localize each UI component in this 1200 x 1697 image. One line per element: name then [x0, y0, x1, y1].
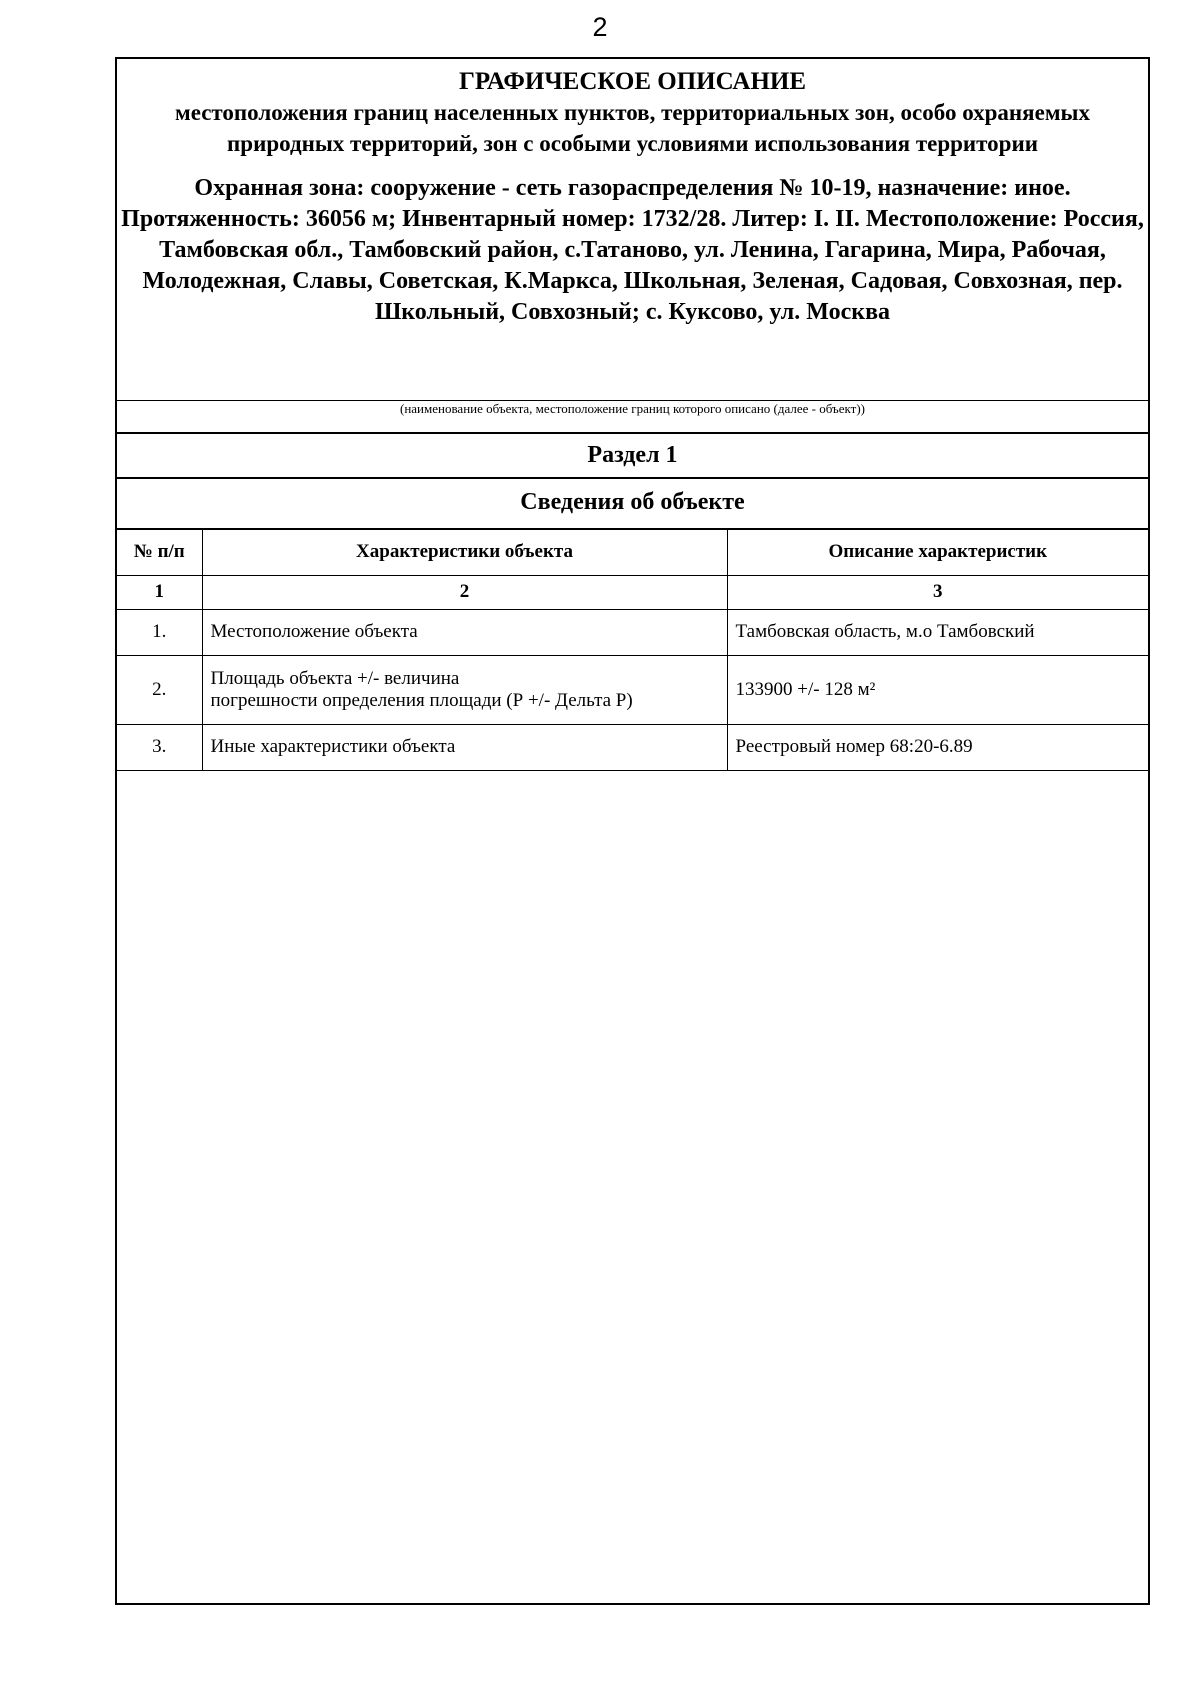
header-cell-number: № п/п — [117, 529, 202, 575]
column-number-cell: 3 — [727, 575, 1148, 609]
object-info-table — [117, 528, 1148, 771]
characteristic-cell — [202, 655, 727, 724]
page-number: 2 — [592, 12, 608, 42]
document-subtitle: местоположения границ населенных пунктов, территориальных зон, особо охраняемых природных территорий, зон с особыми условиями использования территории — [175, 100, 1090, 156]
column-number-cell: 2 — [202, 575, 727, 609]
document-header — [117, 59, 1148, 328]
characteristic-text-continued: погрешности определения площади (Р +/- Дельта Р) — [210, 689, 633, 711]
description-cell: 133900 +/- 128 м² — [727, 655, 1148, 724]
table-row — [117, 609, 1148, 655]
row-number-cell: 2. — [117, 655, 202, 724]
document-title: ГРАФИЧЕСКОЕ ОПИСАНИЕ — [458, 68, 807, 95]
column-number-cell: 1 — [117, 575, 202, 609]
row-number-cell: 3. — [117, 724, 202, 770]
description-cell: Тамбовская область, м.о Тамбовский — [727, 609, 1148, 655]
characteristic-text: Площадь объекта +/- величина — [210, 667, 460, 689]
header-cell-description: Описание характеристик — [727, 529, 1148, 575]
document-frame — [115, 57, 1150, 1605]
table-row — [117, 724, 1148, 770]
characteristic-text: Местоположение объекта — [210, 621, 418, 642]
table-column-numbers-row — [117, 575, 1148, 609]
header-cell-characteristic: Характеристики объекта — [202, 529, 727, 575]
characteristic-text: Иные характеристики объекта — [210, 736, 456, 757]
table-header-row — [117, 529, 1148, 575]
object-name: Охранная зона: сооружение - сеть газораспределения № 10-19, назначение: иное. Протяженность: 36056 м; Инвентарный номер: 1732/28. Литер: I. II. Местоположение: Россия, Тамбовская обл., Тамбовский район, с.Татаново, ул. Ленина, Гагарина, Мира, Рабочая, Молодежная, Славы, Советская, К.Маркса, Школьная, Зеленая, Садовая, Совхозная, пер. Школьный, Совхозный; с. Куксово, ул. Москва — [121, 175, 1144, 325]
characteristic-cell — [202, 724, 727, 770]
section-divider-top — [117, 432, 1148, 434]
table-row — [117, 655, 1148, 724]
description-cell: Реестровый номер 68:20-6.89 — [727, 724, 1148, 770]
row-number-cell: 1. — [117, 609, 202, 655]
characteristic-cell — [202, 609, 727, 655]
object-name-caption: (наименование объекта, местоположение границ которого описано (далее - объект)) — [400, 401, 865, 416]
section-divider-middle — [117, 477, 1148, 479]
section-title: Сведения об объекте — [520, 489, 745, 515]
section-label: Раздел 1 — [587, 442, 678, 468]
